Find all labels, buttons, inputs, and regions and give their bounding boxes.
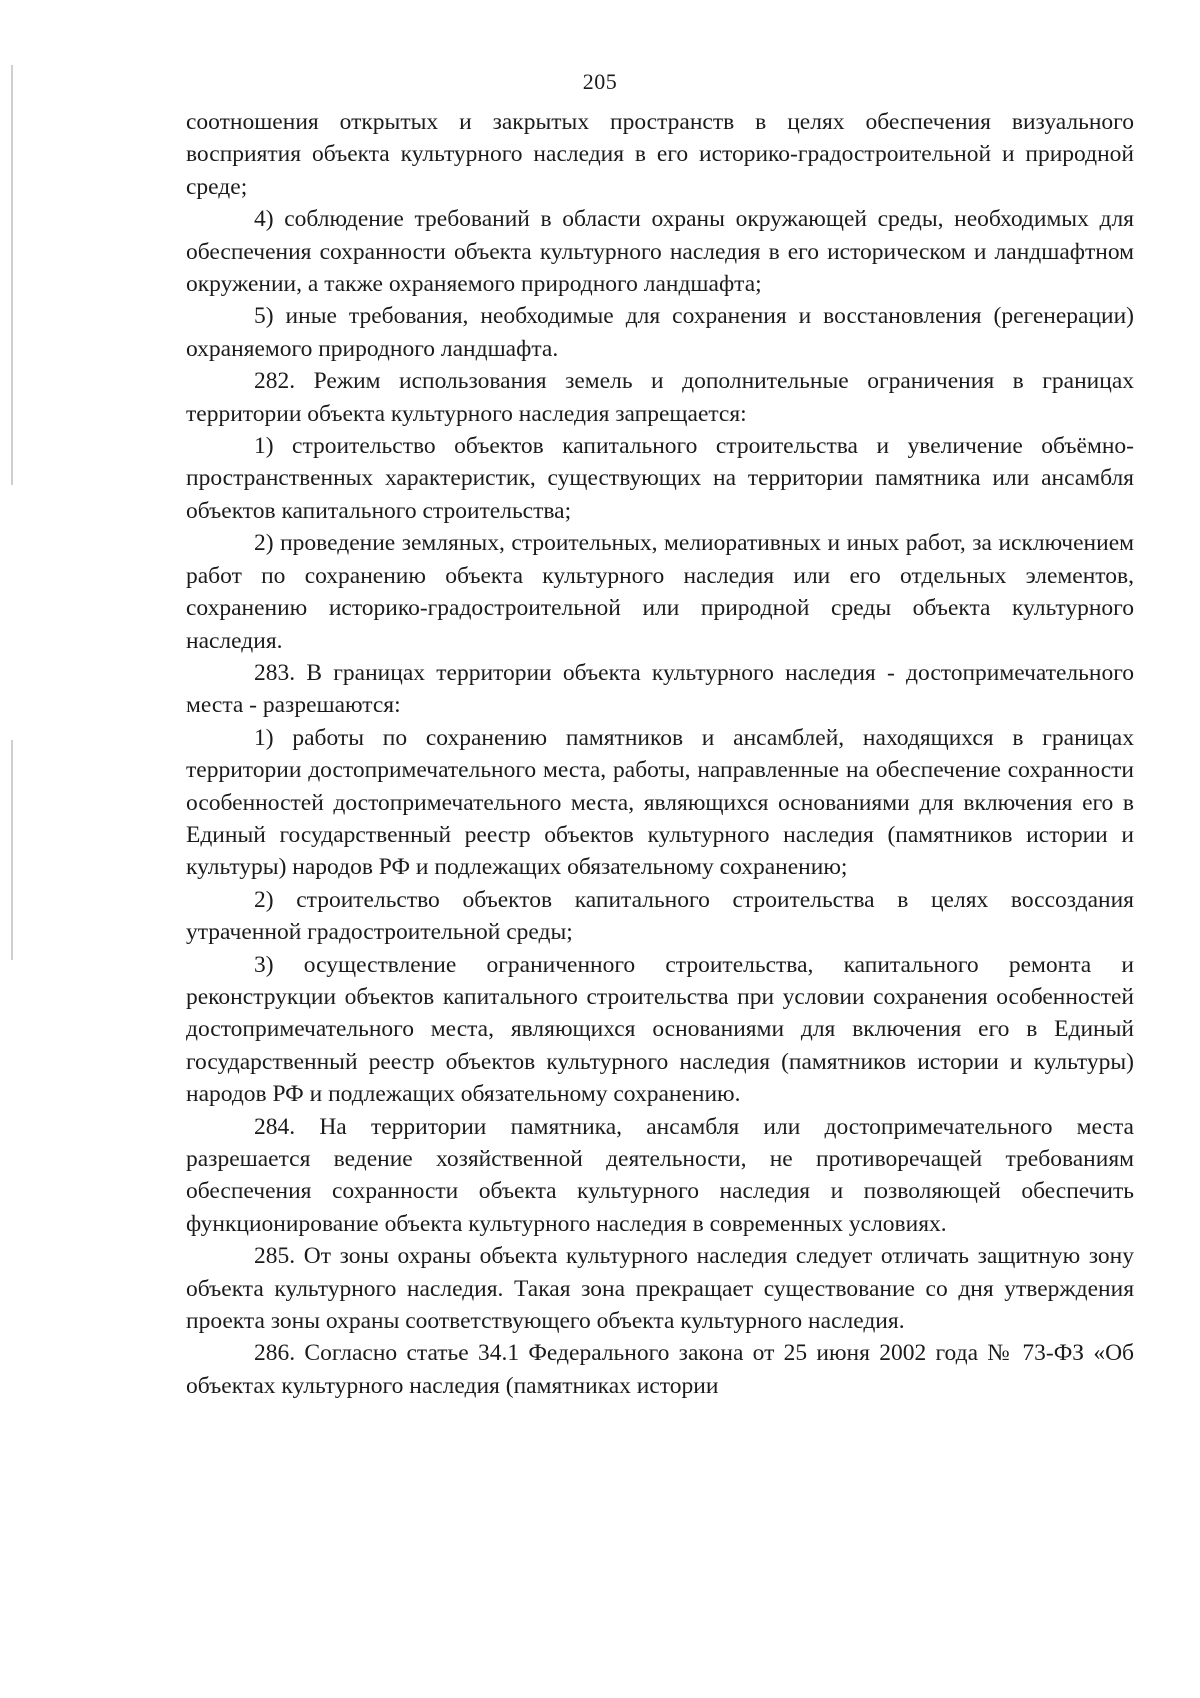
paragraph-286: 286. Согласно статье 34.1 Федерального закона от 25 июня 2002 года № 73-ФЗ «Об объектах культурного наследия (памятниках истории xyxy=(186,1340,1134,1399)
scan-edge-line xyxy=(11,740,13,960)
paragraph-282-item-1: 1) строительство объектов капитального строительства и увеличение объёмно-пространственных характеристик, существующих на территории памятника или ансамбля объектов капитального строительства; xyxy=(186,433,1134,524)
paragraph-282: 282. Режим использования земель и дополнительные ограничения в границах территории объекта культурного наследия запрещается: xyxy=(186,368,1134,427)
paragraph-284: 284. На территории памятника, ансамбля или достопримечательного места разрешается ведение хозяйственной деятельности, не противоречащей требованиям обеспечения сохранности объекта культурного наследия и позволяющей обеспечить функционирование объекта культурного наследия в современных условиях. xyxy=(186,1113,1134,1237)
paragraph-283-item-1: 1) работы по сохранению памятников и ансамблей, находящихся в границах территории достопримечательного места, работы, направленные на обеспечение сохранности особенностей достопримечательного места, являющихся основаниями для включения его в Единый государственный реестр объектов культурного наследия (памятников истории и культуры) народов РФ и подлежащих обязательному сохранению; xyxy=(186,724,1134,881)
scan-edge-line xyxy=(11,65,13,485)
paragraph-item-5: 5) иные требования, необходимые для сохранения и восстановления (регенерации) охраняемого природного ландшафта. xyxy=(186,303,1134,362)
paragraph-285: 285. От зоны охраны объекта культурного наследия следует отличать защитную зону объекта культурного наследия. Такая зона прекращает существование со дня утверждения проекта зоны охраны соответствующего объекта культурного наследия. xyxy=(186,1243,1134,1335)
paragraph-283: 283. В границах территории объекта культурного наследия - достопримечательного места - разрешаются: xyxy=(186,659,1134,719)
document-text xyxy=(186,106,1134,1402)
page-number: 205 xyxy=(582,69,618,94)
paragraph-283-item-2: 2) строительство объектов капитального строительства в целях воссоздания утраченной градостроительной среды; xyxy=(186,886,1134,946)
paragraph-283-item-3: 3) осуществление ограниченного строительства, капитального ремонта и реконструкции объектов капитального строительства при условии сохранения особенностей достопримечательного места, являющихся основаниями для включения его в Единый государственный реестр объектов культурного наследия (памятников истории и культуры) народов РФ и подлежащих обязательному сохранению. xyxy=(186,951,1134,1108)
paragraph-282-item-2: 2) проведение земляных, строительных, мелиоративных и иных работ, за исключением работ по сохранению объекта культурного наследия или его отдельных элементов, сохранению историко-градостроительной или природной среды объекта культурного наследия. xyxy=(186,530,1134,654)
paragraph-item-4: 4) соблюдение требований в области охраны окружающей среды, необходимых для обеспечения сохранности объекта культурного наследия в его историческом и ландшафтном окружении, а также охраняемого природного ландшафта; xyxy=(186,206,1134,298)
paragraph-continuation: соотношения открытых и закрытых пространств в целях обеспечения визуального восприятия объекта культурного наследия в его историко-градостроительной и природной среде; xyxy=(186,109,1134,200)
